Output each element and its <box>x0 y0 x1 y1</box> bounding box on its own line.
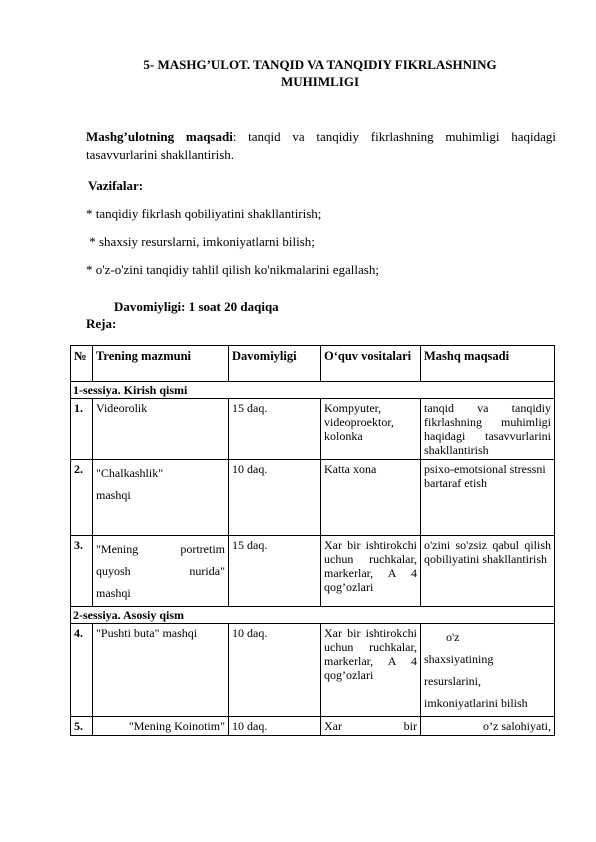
row-duration: 15 daq. <box>229 399 321 460</box>
row-content <box>93 460 229 536</box>
goal-paragraph <box>86 128 556 164</box>
row-number: 4. <box>71 624 93 717</box>
session-row <box>71 607 555 624</box>
session-label: 2-sessiya. Asosiy qism <box>71 607 555 624</box>
table-row <box>71 536 555 607</box>
row-number: 5. <box>71 717 93 736</box>
tasks-heading: Vazifalar: <box>88 178 144 193</box>
row-content-line: quyosh nurida" <box>96 564 225 578</box>
title-line-1: 5- MASHG’ULOT. TANQID VA TANQIDIY FIKRLASHNING <box>143 57 497 72</box>
table-row <box>71 399 555 460</box>
row-content <box>93 536 229 607</box>
session-row <box>71 382 555 399</box>
row-goal: tanqid va tanqidiy fikrlashning muhimligi haqidagi tasavvurlarini shakllantirish <box>421 399 555 460</box>
row-goal-line: resurslarini, <box>424 674 481 688</box>
row-tools: Xar bir ishtirokchi uchun ruchkalar, markerlar, A 4 qog’ozlari <box>321 624 421 717</box>
row-goal: o'zini so'zsiz qabul qilish qobiliyatini shakllantirish <box>421 536 555 607</box>
row-content: "Pushti buta" mashqi <box>93 624 229 717</box>
row-goal: o’z salohiyati, <box>421 717 555 736</box>
row-duration: 10 daq. <box>229 460 321 536</box>
duration-text: Davomiyligi: 1 soat 20 daqiqa <box>114 299 279 314</box>
row-duration: 10 daq. <box>229 717 321 736</box>
row-tools: Xar bir ishtirokchi uchun ruchkalar, markerlar, A 4 qog’ozlari <box>321 536 421 607</box>
title-line-2: MUHIMLIGI <box>281 74 359 89</box>
goal-text: : tanqid va tanqidiy fikrlashning muhimligi haqidagi tasavvurlarini shakllantirish. <box>86 129 556 162</box>
table-row <box>71 717 555 736</box>
table-row <box>71 624 555 717</box>
goal-label: Mashg’ulotning maqsadi <box>86 129 233 144</box>
row-content: Videorolik <box>93 399 229 460</box>
row-content-line: "Mening portretim <box>96 542 225 556</box>
page-title <box>120 56 520 90</box>
task-item-1: * tanqidiy fikrlash qobiliyatini shakllantirish; <box>86 206 322 221</box>
row-content: "Mening Koinotim" <box>93 717 229 736</box>
row-duration: 15 daq. <box>229 536 321 607</box>
row-content-line: "Chalkashlik" <box>96 466 164 480</box>
row-goal-line: imkoniyatlarini bilish <box>424 696 528 710</box>
header-number: № <box>71 346 93 382</box>
row-content-line: mashqi <box>96 488 131 502</box>
row-duration: 10 daq. <box>229 624 321 717</box>
header-tools: O‘quv vositalari <box>321 346 421 382</box>
row-number: 3. <box>71 536 93 607</box>
header-content: Trening mazmuni <box>93 346 229 382</box>
task-item-3: * o'z-o'zini tanqidiy tahlil qilish ko'nikmalarini egallash; <box>86 262 379 277</box>
session-label: 1-sessiya. Kirish qismi <box>71 382 555 399</box>
row-goal: psixo-emotsional stressni bartaraf etish <box>421 460 555 536</box>
table-header-row <box>71 346 555 382</box>
header-duration: Davomiyligi <box>229 346 321 382</box>
row-goal-line: o'z <box>446 630 460 644</box>
row-goal <box>421 624 555 717</box>
row-tools: Xar bir <box>321 717 421 736</box>
row-number: 1. <box>71 399 93 460</box>
row-goal-line: shaxsiyatining <box>424 652 494 666</box>
row-number: 2. <box>71 460 93 536</box>
header-goal: Mashq maqsadi <box>421 346 555 382</box>
task-item-2: * shaxsiy resurslarni, imkoniyatlarni bilish; <box>86 234 315 249</box>
plan-table <box>70 345 555 736</box>
row-content-line: mashqi <box>96 586 131 600</box>
row-tools: Kompyuter, videoproektor, kolonka <box>321 399 421 460</box>
table-row <box>71 460 555 536</box>
plan-heading: Reja: <box>86 316 117 331</box>
row-tools: Katta xona <box>321 460 421 536</box>
